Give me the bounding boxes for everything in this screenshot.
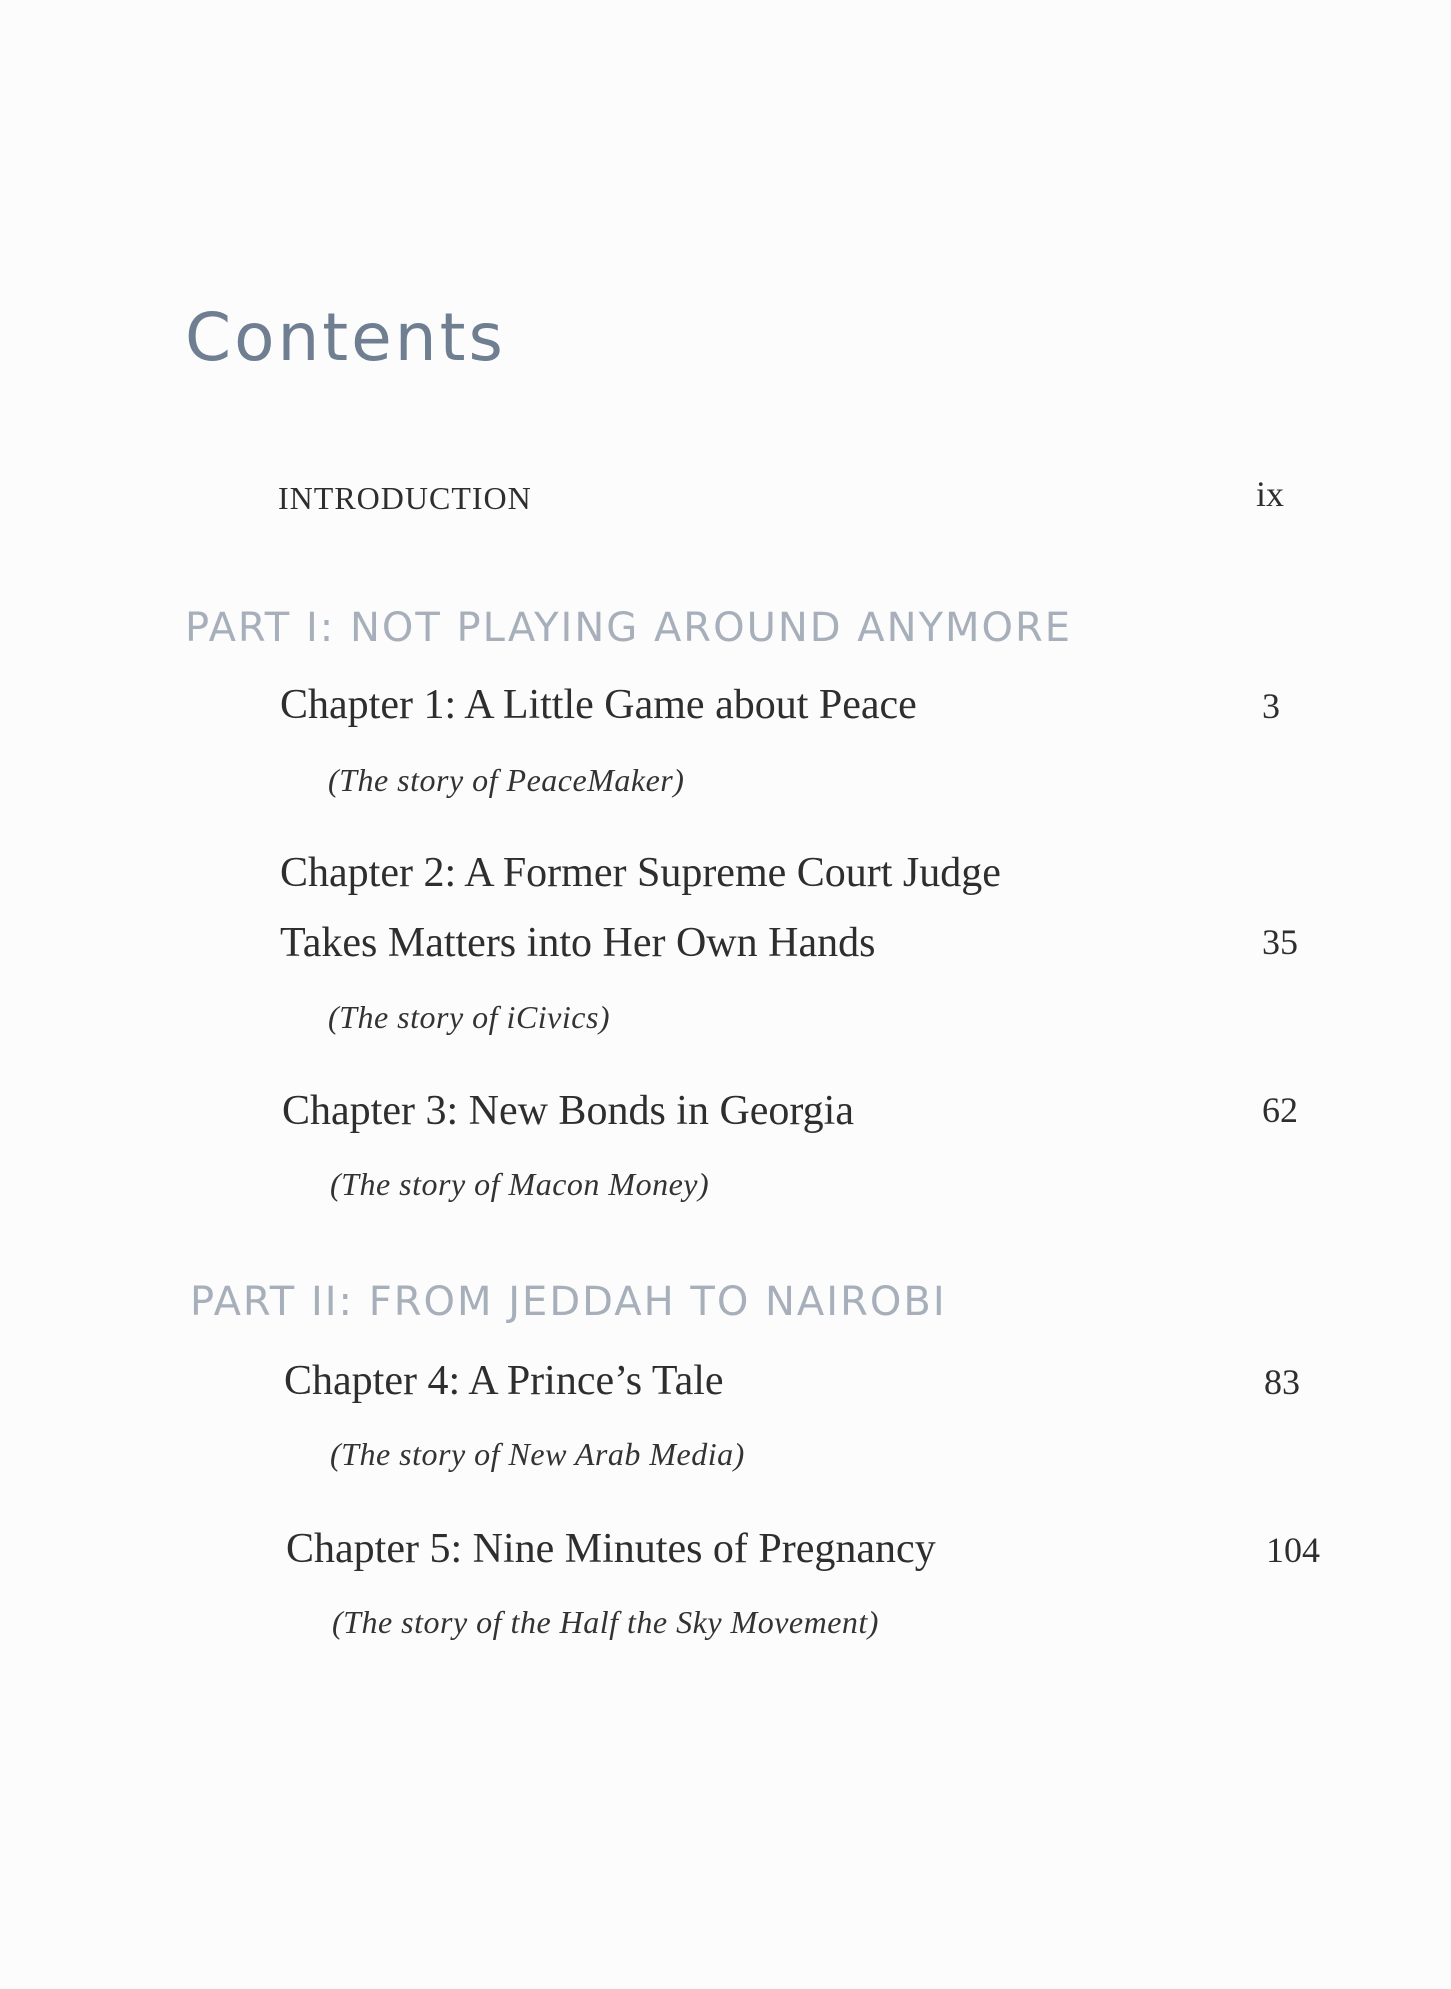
toc-chapter-4[interactable]: Chapter 4: A Prince’s Tale [284,1358,724,1404]
toc-chapter-1[interactable]: Chapter 1: A Little Game about Peace [280,682,917,728]
page-number-chapter-3: 62 [1262,1090,1298,1130]
chapter-4-subtitle: (The story of New Arab Media) [330,1436,745,1472]
toc-introduction[interactable]: INTRODUCTION [278,480,532,516]
chapter-3-subtitle: (The story of Macon Money) [330,1166,710,1202]
page-number-chapter-1: 3 [1262,686,1280,726]
chapter-5-subtitle: (The story of the Half the Sky Movement) [332,1604,879,1640]
toc-chapter-5[interactable]: Chapter 5: Nine Minutes of Pregnancy [286,1526,936,1572]
part-heading-1: PART I: NOT PLAYING AROUND ANYMORE [185,605,1073,651]
page-number-chapter-2: 35 [1262,922,1298,962]
chapter-2-subtitle: (The story of iCivics) [328,999,611,1035]
page-title: Contents [185,299,506,376]
page-number-chapter-4: 83 [1264,1362,1300,1402]
chapter-1-subtitle: (The story of PeaceMaker) [328,762,685,798]
toc-chapter-2-line-2[interactable]: Takes Matters into Her Own Hands [280,920,876,966]
page-number-chapter-5: 104 [1266,1530,1320,1570]
page-number-introduction: ix [1256,474,1285,514]
part-heading-2: PART II: FROM JEDDAH TO NAIROBI [190,1279,947,1325]
toc-chapter-2-line-1[interactable]: Chapter 2: A Former Supreme Court Judge [280,850,1001,896]
toc-chapter-3[interactable]: Chapter 3: New Bonds in Georgia [282,1088,854,1134]
